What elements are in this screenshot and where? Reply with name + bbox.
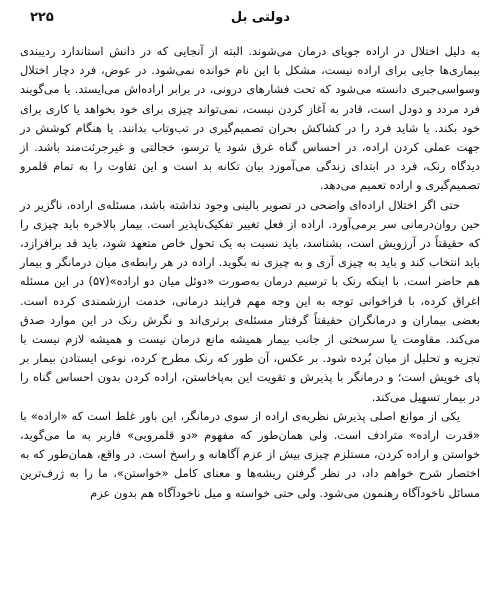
page-header (20, 10, 480, 34)
body-text (20, 42, 480, 503)
paragraph-3: یکی از موانع اصلی پذیرش نظریه‌ی اراده از سوی درمانگر، این باور غلط است که «اراده» با «قدرت اراده» مترادف است. ولی همان‌طور که مفهوم «دو قلمرویی» فاربر به ما می‌گوید، خواستن و اراده کردن، مستلزم چیزی بیش از عزم آگاهانه و راسخ است. در واقع، همان‌طور که به اختصار شرح خواهم داد، در نظر گرفتن ریشه‌ها و معنای کامل «خواستن»، ما را به ژرف‌ترین مسائل ناخودآگاه رهنمون می‌شود. ولی حتی خواسته و میل ناخودآگاه هم بدون عزم (20, 408, 480, 500)
paragraph-1: به دلیل اختلال در اراده جویای درمان می‌شوند. البته از آنجایی که در دانش استاندارد ردیبندی بیماری‌ها جایی برای اراده نیست، مشکل با این نام خوانده نمی‌شود. در عوض، فرد دچار اختلال وسواسی‌جبری دانسته می‌شود که تحت فشارهای درونی، در برابر اراده‌اش می‌ایستد. یا می‌گویند فرد مردد و دودل است، قادر به آغاز کردن نیست، نمی‌تواند چیزی برای خود بخواهد یا کاری برای خود بکند. یا شاید فرد را در کشاکش بحران تصمیم‌گیری در تب‌وتاب بدانند. یا هنگام کوشش در جهت عملی کردن اراده، در احساس گناه غرق شود یا ترسو، خجالتی و غیرجرئت‌مند باشد. از دیدگاه رنک، فرد در ابتدای زندگی می‌آموزد بیان تکانه بد است و این تفاوت را به تمام قلمرو تصمیم‌گیری و اراده تعمیم می‌دهد. (20, 44, 480, 193)
page-number: ۲۲۵ (30, 10, 54, 25)
paragraph-2: حتی اگر اختلال اراده‌ای واضحی در تصویر بالینی وجود نداشته باشد، مسئله‌ی اراده، ناگزیر در حین روان‌درمانی سر برمی‌آورد. اراده از فعل تغییر تفکیک‌ناپذیر است. بیمار بالاخره باید چیزی را که حقیقتاً در آرزویش است، بشناسد، باید نسبت به یک تحول خاص متعهد شود، باید قد برافرازد، باید انتخاب کند و باید به چیزی آری و به چیزی نه بگوید. اراده در هر رابطه‌ی میان درمانگر و بیمار هم حاضر است. با اینکه رنک با ترسیم درمان به‌صورت «دوئل میان دو اراده»(۵۷) در این مسئله اغراق کرده، با فراخوانی توجه به این وجه مهم فرایند درمانی، خدمت ارزشمندی کرده است. بعضی بیماران و درمانگران حقیقتاً گرفتار مسئله‌ی برتری‌اند و نگرش رنک در این موارد صدق می‌کند. مقاومت یا سرسختی از جانب بیمار همیشه مانع درمان نیست و همیشه لازم نیست با تجزیه و تحلیل از میان بُرده شود. بر عکس، آن طور که رنک مطرح کرده، نوعی ایستادن بیمار بر پای خویش است؛ و درمانگر با پذیرش و تقویت این به‌پاخاستن، اراده کردن بدون احساس گناه را در بیمار تسهیل می‌کند. (20, 197, 480, 404)
running-head: دولتی بل (230, 10, 290, 25)
